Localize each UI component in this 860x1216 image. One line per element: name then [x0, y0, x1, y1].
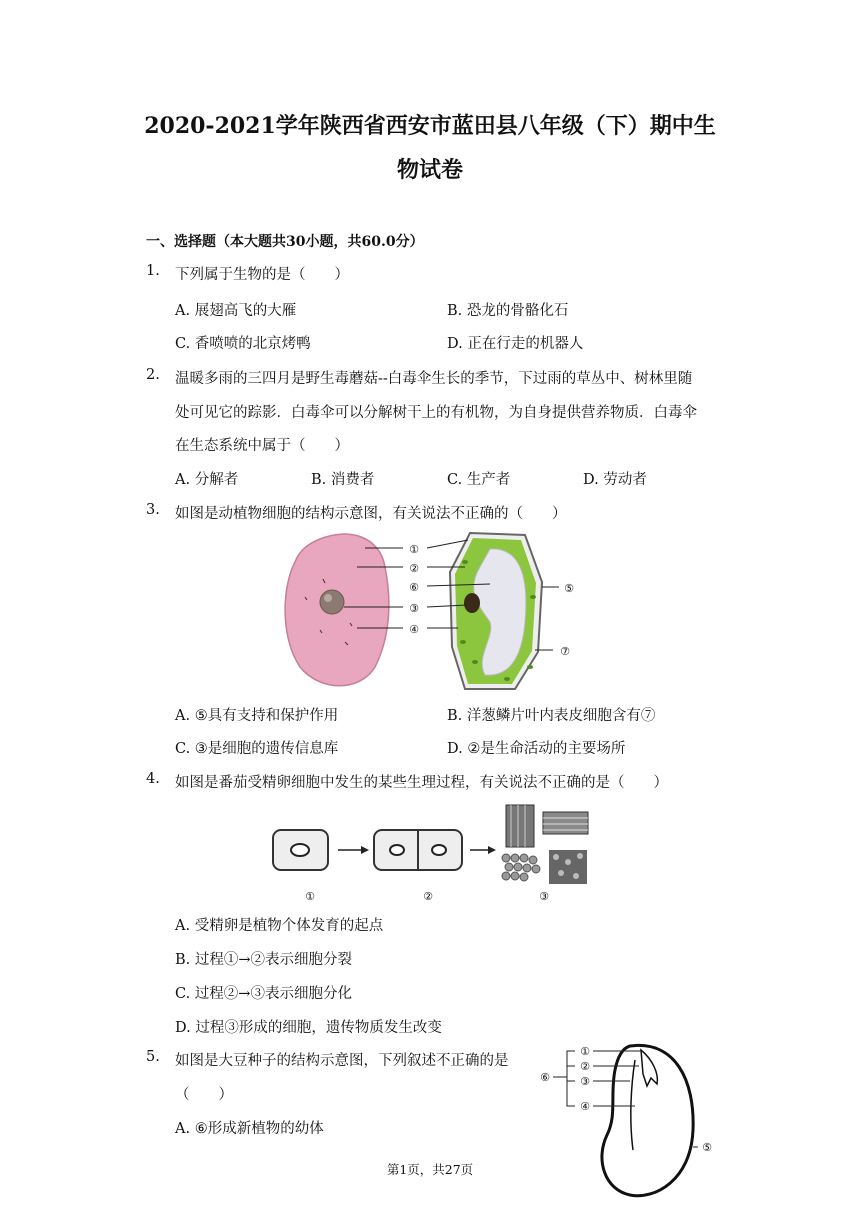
- question-text-line-1: 如图是大豆种子的结构示意图，下列叙述不正确的是: [175, 1053, 509, 1069]
- seed-label-1: ①: [580, 1045, 590, 1058]
- q3-option-c: C. ③是细胞的遗传信息库: [175, 741, 339, 757]
- label-5: ⑤: [564, 582, 574, 595]
- title-line-1: 2020-2021学年陕西省西安市蓝田县八年级（下）期中生: [144, 113, 716, 139]
- label-3: ③: [409, 602, 419, 615]
- seed-label-5: ⑤: [702, 1141, 712, 1154]
- seed-label-3: ③: [580, 1075, 590, 1088]
- seed-label-4: ④: [580, 1100, 590, 1113]
- q2-option-c: C. 生产者: [447, 472, 511, 488]
- q1-option-d: D. 正在行走的机器人: [447, 336, 584, 352]
- q1-option-b: B. 恐龙的骨骼化石: [447, 303, 569, 319]
- q4-option-d: D. 过程③形成的细胞，遗传物质发生改变: [175, 1020, 442, 1036]
- q3-option-a: A. ⑤具有支持和保护作用: [175, 708, 339, 724]
- label-2: ②: [409, 562, 419, 575]
- question-text: 如图是动植物细胞的结构示意图，有关说法不正确的（ ）: [175, 506, 567, 522]
- q2-option-b: B. 消费者: [311, 472, 375, 488]
- question-number: 3.: [146, 502, 160, 518]
- question-text-line-2: （ ）: [175, 1087, 233, 1103]
- question-text: 如图是番茄受精卵细胞中发生的某些生理过程，有关说法不正确的是（ ）: [175, 775, 668, 791]
- q3-option-b: B. 洋葱鳞片叶内表皮细胞含有⑦: [447, 708, 656, 724]
- cell-division-diagram: [268, 800, 598, 908]
- title-line-2: 物试卷: [396, 157, 463, 183]
- q4-option-b: B. 过程①→②表示细胞分裂: [175, 952, 353, 968]
- question-text: 下列属于生物的是（ ）: [175, 267, 349, 283]
- cell-diagram: [280, 527, 590, 692]
- q2-option-a: A. 分解者: [175, 472, 239, 488]
- page-footer: 第1页，共27页: [386, 1162, 474, 1177]
- question-text-line-2: 处可见它的踪影．白毒伞可以分解树干上的有机物，为自身提供营养物质．白毒伞: [175, 405, 697, 421]
- page-title: [0, 104, 860, 192]
- animal-nucleus: [320, 590, 344, 614]
- q2-option-d: D. 劳动者: [583, 472, 647, 488]
- label-7: ⑦: [560, 645, 570, 658]
- question-number: 2.: [146, 367, 160, 383]
- label-1: ①: [409, 543, 419, 556]
- step-label-2: ②: [423, 890, 433, 903]
- seed-label-6: ⑥: [540, 1071, 550, 1084]
- q3-option-d: D. ②是生命活动的主要场所: [447, 741, 626, 757]
- q4-option-a: A. 受精卵是植物个体发育的起点: [175, 918, 384, 934]
- seed-label-2: ②: [580, 1060, 590, 1073]
- question-text-line-3: 在生态系统中属于（ ）: [175, 438, 349, 454]
- q1-option-c: C. 香喷喷的北京烤鸭: [175, 336, 311, 352]
- q4-option-c: C. 过程②→③表示细胞分化: [175, 986, 352, 1002]
- step-label-3: ③: [539, 890, 549, 903]
- tissue-images: [502, 805, 588, 884]
- q5-option-a: A. ⑥形成新植物的幼体: [175, 1121, 324, 1137]
- question-number: 1.: [146, 263, 160, 279]
- question-text-line-1: 温暖多雨的三四月是野生毒蘑菇--白毒伞生长的季节，下过雨的草丛中、树林里随: [175, 371, 693, 387]
- plant-nucleus: [464, 593, 480, 613]
- question-number: 5.: [146, 1049, 160, 1065]
- question-number: 4.: [146, 771, 160, 787]
- section-heading: 一、选择题（本大题共30小题，共60.0分）: [146, 234, 424, 250]
- label-6: ⑥: [409, 581, 419, 594]
- step-label-1: ①: [305, 890, 315, 903]
- label-4: ④: [409, 623, 419, 636]
- q1-option-a: A. 展翅高飞的大雁: [175, 303, 297, 319]
